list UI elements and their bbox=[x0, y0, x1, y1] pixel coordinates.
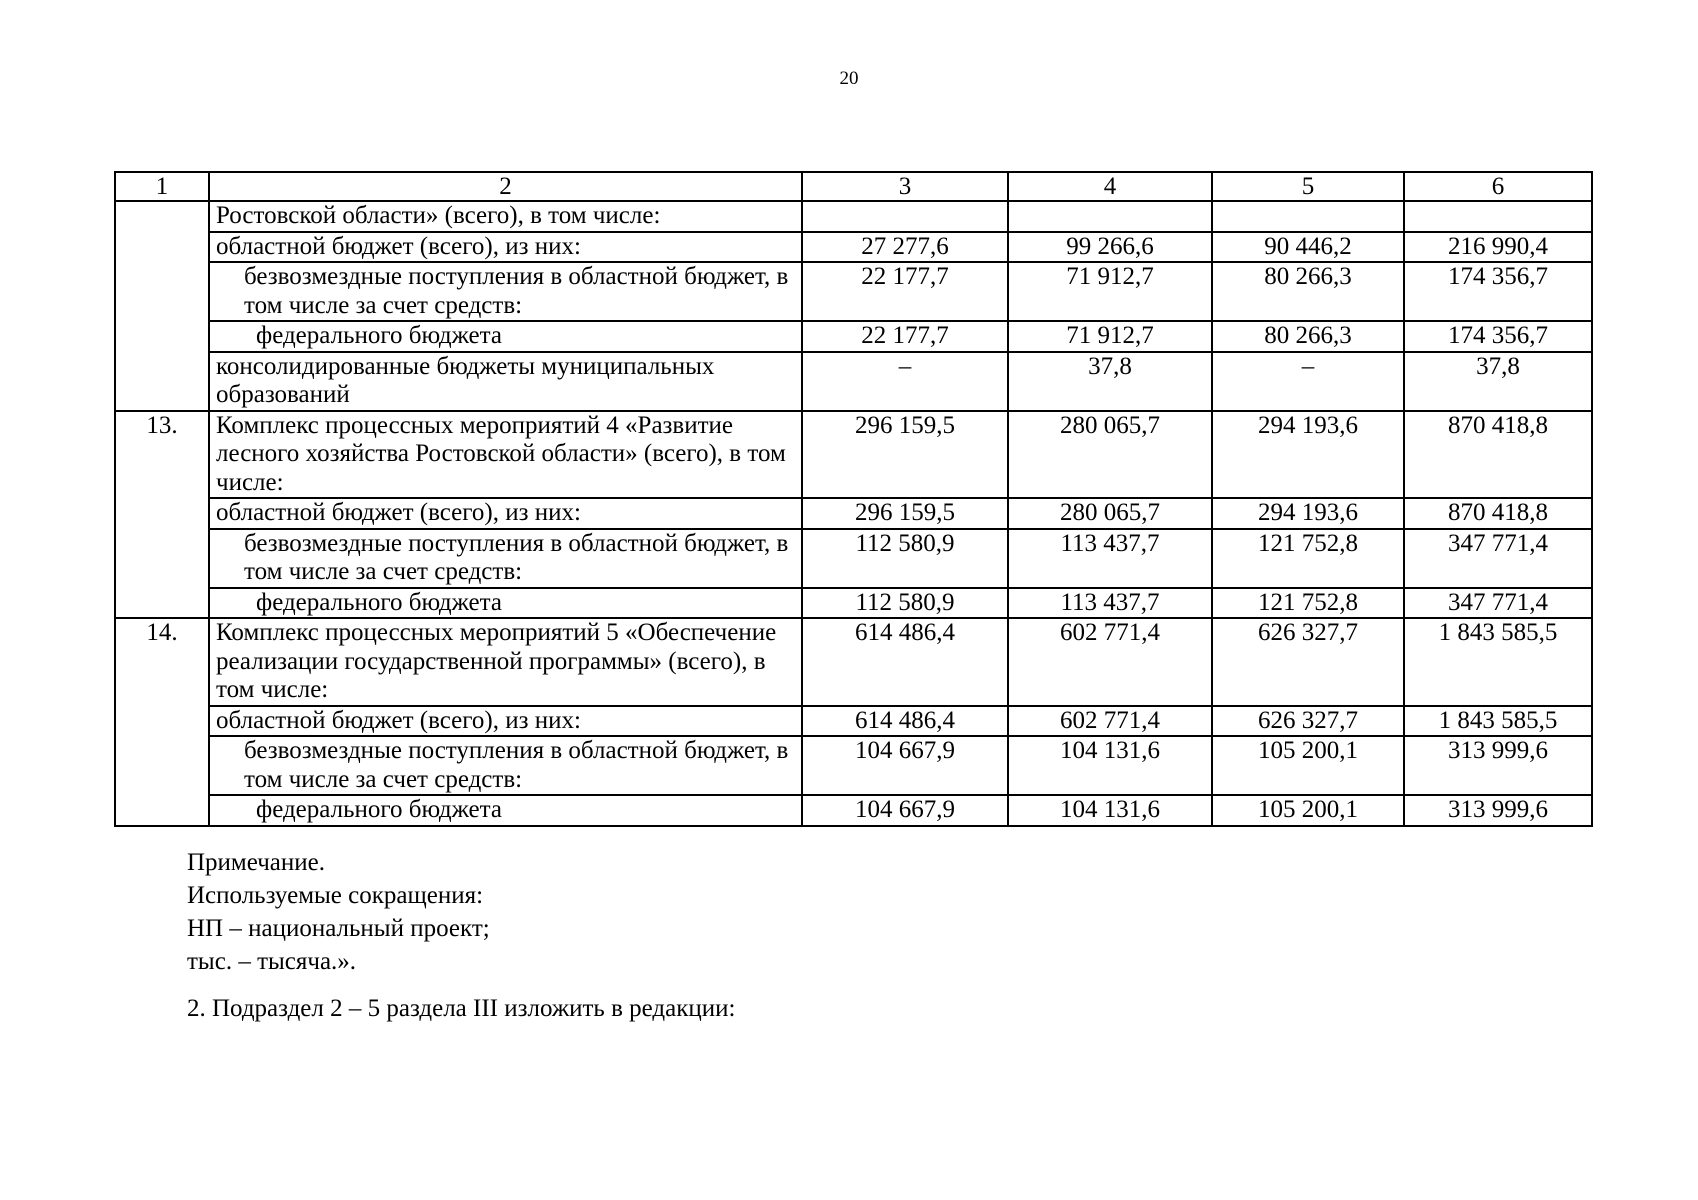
table-row bbox=[115, 618, 1592, 706]
value-cell: 27 277,6 bbox=[802, 232, 1008, 263]
value-cell: 296 159,5 bbox=[802, 411, 1008, 499]
row-number: 13. bbox=[115, 411, 209, 619]
row-label-text: федерального бюджета bbox=[256, 796, 502, 823]
value-cell: 614 486,4 bbox=[802, 706, 1008, 737]
notes-title: Примечание. bbox=[187, 849, 326, 876]
column-header-6: 6 bbox=[1404, 172, 1592, 201]
table-row bbox=[115, 321, 1592, 352]
row-label: Комплекс процессных мероприятий 4 «Развитие лесного хозяйства Ростовской области» (всего), в том числе: bbox=[209, 411, 802, 499]
value-cell: 294 193,6 bbox=[1212, 498, 1404, 529]
row-label: областной бюджет (всего), из них: bbox=[209, 232, 802, 263]
abbreviation-item: НП – национальный проект; bbox=[187, 915, 490, 942]
row-label bbox=[209, 588, 802, 619]
value-cell: 99 266,6 bbox=[1008, 232, 1212, 263]
value-cell: 112 580,9 bbox=[802, 588, 1008, 619]
value-cell bbox=[1404, 201, 1592, 232]
instruction-paragraph: 2. Подраздел 2 – 5 раздела III изложить в редакции: bbox=[187, 995, 736, 1022]
value-cell: 602 771,4 bbox=[1008, 618, 1212, 706]
value-cell bbox=[1008, 201, 1212, 232]
value-cell: 280 065,7 bbox=[1008, 498, 1212, 529]
row-label-text: федерального бюджета bbox=[256, 588, 502, 616]
row-label bbox=[209, 262, 802, 321]
value-cell: 104 131,6 bbox=[1008, 795, 1212, 826]
column-header-3: 3 bbox=[802, 172, 1008, 201]
value-cell: 121 752,8 bbox=[1212, 588, 1404, 619]
value-cell: 113 437,7 bbox=[1008, 588, 1212, 619]
table-row bbox=[115, 232, 1592, 263]
row-number: 14. bbox=[115, 618, 209, 826]
table-row bbox=[115, 736, 1592, 795]
value-cell: 626 327,7 bbox=[1212, 618, 1404, 706]
value-cell: 602 771,4 bbox=[1008, 706, 1212, 737]
value-cell: 313 999,6 bbox=[1404, 736, 1592, 795]
value-cell: 80 266,3 bbox=[1212, 262, 1404, 321]
value-cell: 313 999,6 bbox=[1404, 795, 1592, 826]
value-cell: 105 200,1 bbox=[1212, 795, 1404, 826]
row-label bbox=[209, 529, 802, 588]
budget-table bbox=[114, 171, 1593, 827]
value-cell: 626 327,7 bbox=[1212, 706, 1404, 737]
value-cell bbox=[1212, 201, 1404, 232]
value-cell: 216 990,4 bbox=[1404, 232, 1592, 263]
table-row bbox=[115, 201, 1592, 232]
table-row bbox=[115, 706, 1592, 737]
table-row bbox=[115, 529, 1592, 588]
row-label: областной бюджет (всего), из них: bbox=[209, 706, 802, 737]
value-cell: 347 771,4 bbox=[1404, 529, 1592, 588]
value-cell: – bbox=[802, 352, 1008, 411]
table-row bbox=[115, 588, 1592, 619]
row-label-text: федерального бюджета bbox=[256, 322, 502, 349]
row-label bbox=[209, 736, 802, 795]
value-cell: 71 912,7 bbox=[1008, 321, 1212, 352]
value-cell: 80 266,3 bbox=[1212, 321, 1404, 352]
value-cell: 22 177,7 bbox=[802, 262, 1008, 321]
table-header-row bbox=[115, 172, 1592, 201]
value-cell: 37,8 bbox=[1008, 352, 1212, 411]
value-cell: 174 356,7 bbox=[1404, 321, 1592, 352]
notes-section bbox=[187, 846, 490, 978]
value-cell bbox=[802, 201, 1008, 232]
row-label bbox=[209, 795, 802, 826]
value-cell: 71 912,7 bbox=[1008, 262, 1212, 321]
value-cell: 104 667,9 bbox=[802, 795, 1008, 826]
value-cell: 294 193,6 bbox=[1212, 411, 1404, 499]
table-row bbox=[115, 411, 1592, 499]
value-cell: 1 843 585,5 bbox=[1404, 618, 1592, 706]
value-cell: 22 177,7 bbox=[802, 321, 1008, 352]
row-label-text: безвозмездные поступления в областной бюджет, в том числе за счет средств: bbox=[244, 263, 789, 319]
table-row bbox=[115, 352, 1592, 411]
row-number bbox=[115, 201, 209, 411]
column-header-4: 4 bbox=[1008, 172, 1212, 201]
value-cell: 280 065,7 bbox=[1008, 411, 1212, 499]
value-cell: 870 418,8 bbox=[1404, 498, 1592, 529]
table-row bbox=[115, 795, 1592, 826]
value-cell: 1 843 585,5 bbox=[1404, 706, 1592, 737]
column-header-2: 2 bbox=[209, 172, 802, 201]
value-cell: 112 580,9 bbox=[802, 529, 1008, 588]
row-label: консолидированные бюджеты муниципальных образований bbox=[209, 352, 802, 411]
value-cell: 105 200,1 bbox=[1212, 736, 1404, 795]
row-label-text: безвозмездные поступления в областной бюджет, в том числе за счет средств: bbox=[244, 737, 789, 793]
value-cell: – bbox=[1212, 352, 1404, 411]
value-cell: 614 486,4 bbox=[802, 618, 1008, 706]
value-cell: 174 356,7 bbox=[1404, 262, 1592, 321]
row-label-text: безвозмездные поступления в областной бюджет, в том числе за счет средств: bbox=[244, 529, 789, 585]
page-number: 20 bbox=[839, 68, 859, 89]
value-cell: 870 418,8 bbox=[1404, 411, 1592, 499]
row-label: Комплекс процессных мероприятий 5 «Обеспечение реализации государственной программы» (всего), в том числе: bbox=[209, 618, 802, 706]
value-cell: 296 159,5 bbox=[802, 498, 1008, 529]
table-row bbox=[115, 262, 1592, 321]
value-cell: 347 771,4 bbox=[1404, 588, 1592, 619]
value-cell: 90 446,2 bbox=[1212, 232, 1404, 263]
value-cell: 104 667,9 bbox=[802, 736, 1008, 795]
notes-subtitle: Используемые сокращения: bbox=[187, 882, 484, 909]
value-cell: 113 437,7 bbox=[1008, 529, 1212, 588]
value-cell: 37,8 bbox=[1404, 352, 1592, 411]
row-label: Ростовской области» (всего), в том числе: bbox=[209, 201, 802, 232]
row-label bbox=[209, 321, 802, 352]
abbreviation-item: тыс. – тысяча.». bbox=[187, 948, 357, 975]
column-header-1: 1 bbox=[115, 172, 209, 201]
value-cell: 121 752,8 bbox=[1212, 529, 1404, 588]
row-label: областной бюджет (всего), из них: bbox=[209, 498, 802, 529]
table-row bbox=[115, 498, 1592, 529]
value-cell: 104 131,6 bbox=[1008, 736, 1212, 795]
column-header-5: 5 bbox=[1212, 172, 1404, 201]
